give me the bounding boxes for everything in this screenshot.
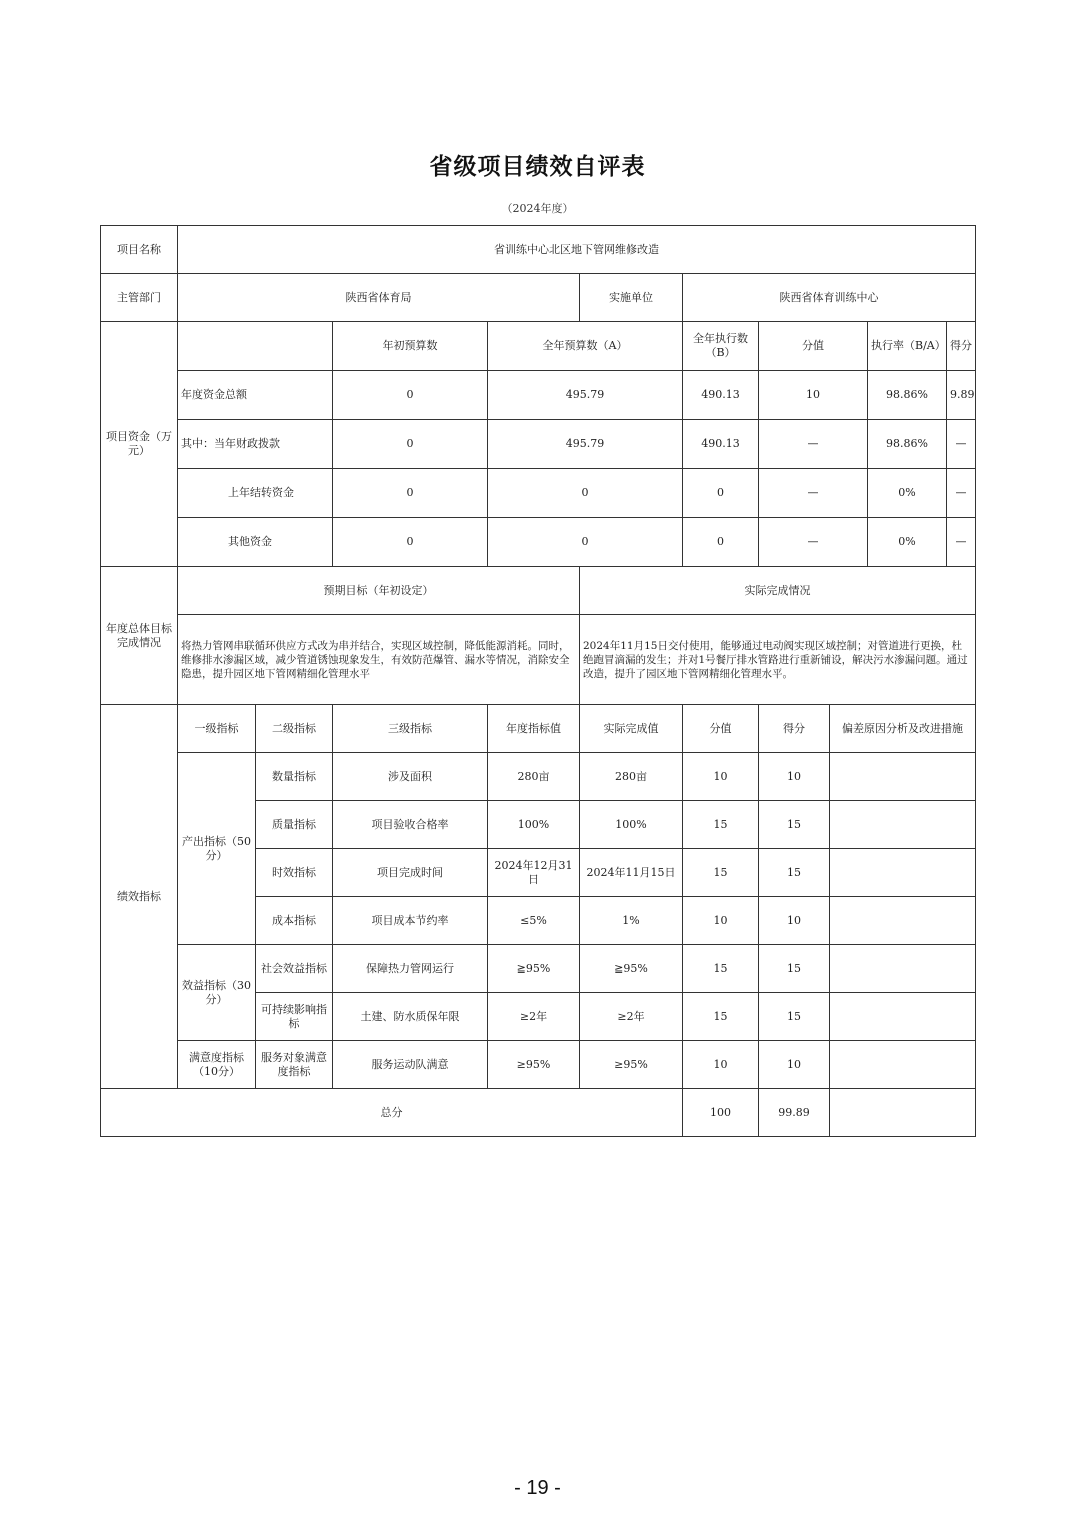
funds-row-annual: 0 (488, 469, 683, 518)
perf-l2: 成本指标 (256, 897, 333, 945)
perf-level1: 满意度指标（10分） (178, 1041, 256, 1089)
funds-row-annual: 495.79 (488, 420, 683, 469)
dept-label: 主管部门 (101, 274, 178, 322)
funds-header-initial: 年初预算数 (333, 322, 488, 371)
project-name-value: 省训练中心北区地下管网维修改造 (178, 226, 976, 274)
perf-score: 10 (759, 1041, 830, 1089)
perf-label: 绩效指标 (101, 705, 178, 1089)
perf-score: 15 (759, 945, 830, 993)
perf-row (101, 1041, 976, 1089)
perf-header-actual: 实际完成值 (580, 705, 683, 753)
perf-value: 10 (683, 897, 759, 945)
perf-target: ≧95% (488, 945, 580, 993)
funds-row-score: — (955, 486, 967, 499)
funds-row-score-value: — (759, 469, 868, 517)
goals-actual-label: 实际完成情况 (580, 567, 976, 615)
perf-l2: 时效指标 (256, 849, 333, 897)
perf-score: 15 (759, 801, 830, 849)
perf-level1: 产出指标（50分） (178, 753, 256, 945)
perf-value: 15 (683, 849, 759, 897)
perf-reason (830, 897, 976, 945)
funds-row-rate: 0% (868, 518, 947, 566)
funds-row-annual: 0 (488, 518, 683, 567)
perf-score: 15 (759, 993, 830, 1041)
perf-actual: ≥95% (580, 1041, 683, 1089)
perf-row (101, 945, 976, 993)
funds-row-score: — (955, 437, 967, 450)
perf-l2: 社会效益指标 (256, 945, 333, 993)
perf-header-target: 年度指标值 (488, 705, 580, 753)
unit-label: 实施单位 (580, 274, 683, 322)
funds-header-row (101, 322, 976, 371)
goals-actual-text: 2024年11月15日交付使用，能够通过电动阀实现区域控制；对管道进行更换，杜绝跑冒滴漏的发生；并对1号餐厅排水管路进行重新铺设，解决污水渗漏问题。通过改造，提升了园区地下管网精细化管理水平。 (580, 615, 976, 705)
perf-level1: 效益指标（30分） (178, 945, 256, 1041)
evaluation-table (100, 225, 976, 1137)
perf-l3: 保障热力管网运行 (333, 945, 488, 993)
perf-reason (830, 993, 976, 1041)
unit-value: 陕西省体育训练中心 (683, 274, 976, 322)
perf-target: ≥2年 (488, 993, 580, 1041)
funds-blank-header (178, 322, 333, 371)
perf-value: 15 (683, 801, 759, 849)
funds-row-rate: 0% (868, 469, 947, 517)
perf-score: 10 (759, 897, 830, 945)
perf-target: 100% (488, 801, 580, 849)
funds-header-rate: 执行率（B/A） (868, 322, 947, 370)
funds-row-score-value: — (759, 420, 868, 468)
goals-expected-text: 将热力管网串联循环供应方式改为串并结合，实现区域控制，降低能源消耗。同时，维修排水渗漏区域，减少管道锈蚀现象发生，有效防范爆管、漏水等情况，消除安全隐患，提升园区地下管网精细化管理水平 (178, 615, 580, 705)
funds-row-name: 上年结转资金 (178, 469, 333, 518)
project-name-label: 项目名称 (101, 226, 178, 274)
perf-actual: 2024年11月15日 (580, 849, 683, 897)
perf-l2: 服务对象满意度指标 (256, 1041, 333, 1089)
perf-reason (830, 849, 976, 897)
funds-row-score: — (955, 535, 967, 548)
funds-row-exec: 490.13 (683, 371, 759, 420)
dept-row (101, 274, 976, 322)
funds-row-annual: 495.79 (488, 371, 683, 420)
perf-target: ≥95% (488, 1041, 580, 1089)
funds-row-name: 年度资金总额 (178, 371, 333, 420)
perf-l2: 可持续影响指标 (256, 993, 333, 1041)
dept-value: 陕西省体育局 (178, 274, 580, 322)
funds-row-exec: 0 (683, 469, 759, 518)
perf-reason (830, 1041, 976, 1089)
funds-header-score: 得分 (950, 339, 972, 352)
goals-expected-label: 预期目标（年初设定） (178, 567, 580, 615)
goals-content-row (101, 615, 976, 705)
perf-actual: 100% (580, 801, 683, 849)
funds-row-score: 9.89 (950, 388, 975, 401)
funds-row-exec: 0 (683, 518, 759, 567)
page-number: - 19 - (514, 1477, 561, 1499)
perf-l3: 项目验收合格率 (333, 801, 488, 849)
perf-target: ≤5% (488, 897, 580, 945)
perf-reason (830, 801, 976, 849)
year-label: （2024年度） (501, 202, 574, 215)
funds-header-score-value: 分值 (759, 322, 868, 370)
perf-reason (830, 753, 976, 801)
funds-row-rate: 98.86% (868, 371, 947, 419)
total-label: 总分 (101, 1089, 683, 1137)
funds-row-initial: 0 (333, 420, 488, 469)
funds-row-name: 其中：当年财政拨款 (178, 420, 333, 469)
perf-actual: 280亩 (580, 753, 683, 801)
goals-header-row (101, 567, 976, 615)
funds-row-exec: 490.13 (683, 420, 759, 469)
perf-score: 15 (759, 849, 830, 897)
perf-header-reason: 偏差原因分析及改进措施 (830, 705, 976, 753)
perf-l3: 涉及面积 (333, 753, 488, 801)
perf-row (101, 753, 976, 801)
perf-header-value: 分值 (683, 705, 759, 753)
perf-actual: ≥2年 (580, 993, 683, 1041)
funds-row (101, 469, 976, 518)
funds-header-annual: 全年预算数（A） (488, 322, 683, 371)
perf-l2: 质量指标 (256, 801, 333, 849)
perf-l3: 项目完成时间 (333, 849, 488, 897)
perf-score: 10 (759, 753, 830, 801)
funds-row (101, 420, 976, 469)
total-score: 99.89 (759, 1089, 830, 1137)
funds-row-score-value: 10 (759, 371, 868, 419)
funds-row-name: 其他资金 (178, 518, 333, 567)
total-value: 100 (683, 1089, 759, 1137)
perf-value: 15 (683, 945, 759, 993)
perf-header-l3: 三级指标 (333, 705, 488, 753)
perf-target: 280亩 (488, 753, 580, 801)
total-row (101, 1089, 976, 1137)
perf-header-l1: 一级指标 (178, 705, 256, 753)
perf-actual: 1% (580, 897, 683, 945)
perf-target: 2024年12月31日 (488, 849, 580, 897)
funds-row-rate: 98.86% (868, 420, 947, 468)
funds-row-initial: 0 (333, 371, 488, 420)
perf-value: 10 (683, 1041, 759, 1089)
total-reason (830, 1089, 976, 1137)
funds-row (101, 518, 976, 567)
funds-row-initial: 0 (333, 518, 488, 567)
funds-header-exec: 全年执行数（B） (683, 322, 759, 371)
funds-row (101, 371, 976, 420)
perf-l3: 服务运动队满意 (333, 1041, 488, 1089)
funds-row-score-value: — (759, 518, 868, 566)
perf-l2: 数量指标 (256, 753, 333, 801)
perf-l3: 土建、防水质保年限 (333, 993, 488, 1041)
perf-header-score: 得分 (759, 705, 830, 753)
funds-label: 项目资金（万元） (101, 322, 178, 567)
perf-actual: ≧95% (580, 945, 683, 993)
perf-l3: 项目成本节约率 (333, 897, 488, 945)
perf-reason (830, 945, 976, 993)
goals-label: 年度总体目标完成情况 (101, 567, 178, 705)
perf-value: 15 (683, 993, 759, 1041)
funds-row-initial: 0 (333, 469, 488, 518)
project-name-row (101, 226, 976, 274)
perf-header-row (101, 705, 976, 753)
perf-value: 10 (683, 753, 759, 801)
perf-header-l2: 二级指标 (256, 705, 333, 753)
page-title: 省级项目绩效自评表 (429, 153, 646, 180)
